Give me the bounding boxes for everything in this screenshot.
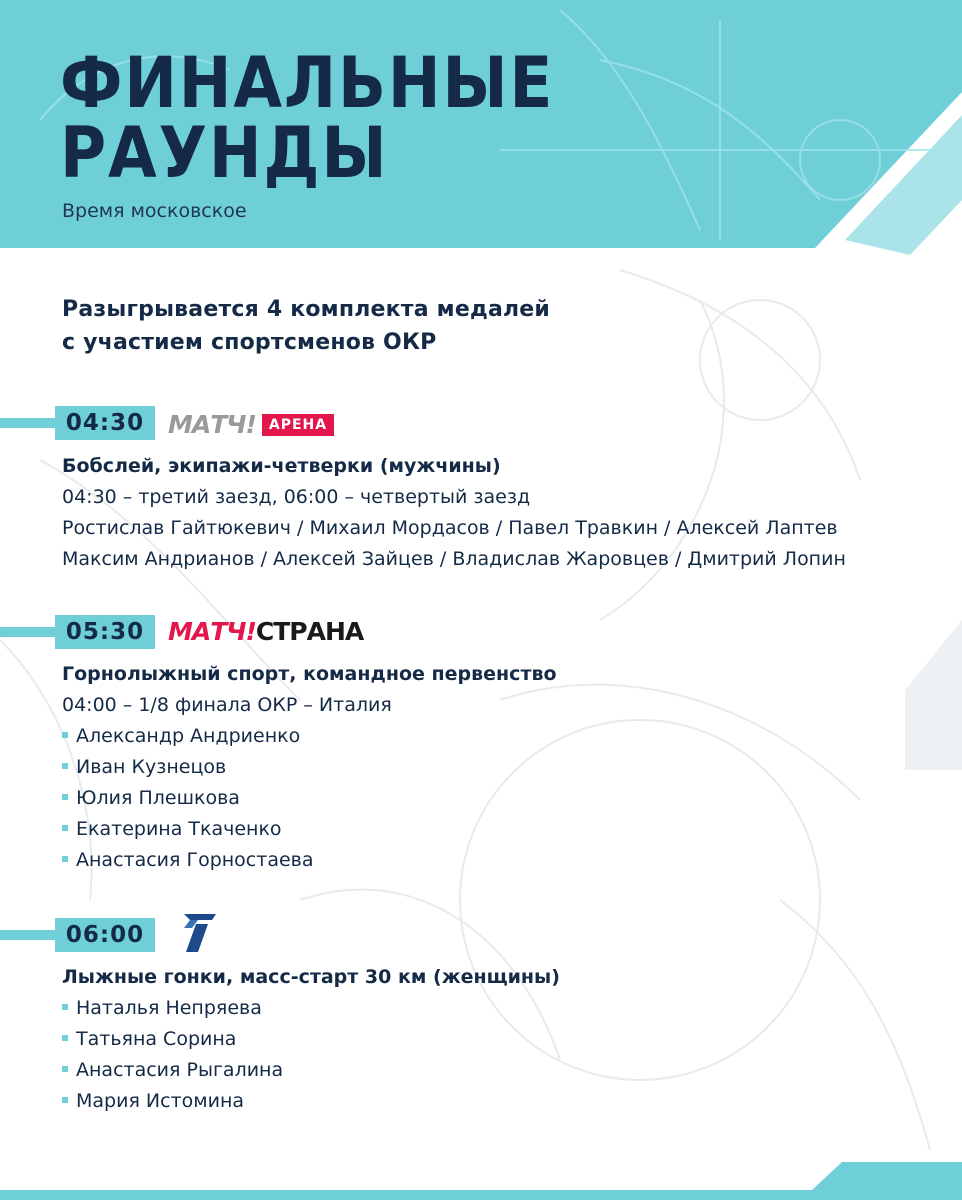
athlete-item: Юлия Плешкова: [62, 783, 240, 814]
athlete-item: Татьяна Сорина: [62, 1024, 236, 1055]
match-arena-logo: [168, 411, 334, 439]
page-title-line2: РАУНДЫ: [60, 112, 389, 194]
athlete-item: Александр Андриенко: [62, 721, 300, 752]
time-badge: 04:30: [55, 406, 155, 440]
match-logo-text: МАТЧ!: [168, 410, 256, 439]
match-strana-logo: [168, 617, 363, 647]
page-title-line1: ФИНАЛЬНЫЕ: [60, 42, 555, 124]
athlete-item: Екатерина Ткаченко: [62, 814, 282, 845]
first-channel-logo-icon: [176, 910, 220, 954]
event-title: Бобслей, экипажи-четверки (мужчины): [62, 455, 501, 477]
athlete-item: Мария Истомина: [62, 1086, 244, 1117]
arena-logo-badge: АРЕНА: [262, 414, 334, 436]
time-badge: 06:00: [55, 918, 155, 952]
intro-line1: Разыгрывается 4 комплекта медалей: [62, 297, 551, 322]
strana-logo-text: СТРАНА: [255, 617, 364, 646]
event-title: Горнолыжный спорт, командное первенство: [62, 663, 557, 685]
intro-text: [62, 293, 550, 359]
athlete-item: Анастасия Рыгалина: [62, 1055, 283, 1086]
event-schedule: 04:00 – 1/8 финала ОКР – Италия: [62, 694, 392, 716]
bottom-accent-bar: [0, 1190, 962, 1200]
intro-line2: с участием спортсменов ОКР: [62, 330, 437, 355]
athlete-item: Анастасия Горностаева: [62, 845, 314, 876]
athletes-line: Максим Андрианов / Алексей Зайцев / Владислав Жаровцев / Дмитрий Лопин: [62, 548, 846, 570]
page-title: [60, 42, 555, 194]
event-title: Лыжные гонки, масс-старт 30 км (женщины): [62, 966, 560, 988]
event-schedule: 04:30 – третий заезд, 06:00 – четвертый заезд: [62, 486, 531, 508]
subtitle: Время московское: [62, 200, 247, 222]
match-logo-text: МАТЧ!: [168, 617, 256, 646]
athlete-item: Иван Кузнецов: [62, 752, 226, 783]
time-badge: 05:30: [55, 615, 155, 649]
athlete-item: Наталья Непряева: [62, 993, 262, 1024]
athletes-line: Ростислав Гайтюкевич / Михаил Мордасов / Павел Травкин / Алексей Лаптев: [62, 517, 838, 539]
